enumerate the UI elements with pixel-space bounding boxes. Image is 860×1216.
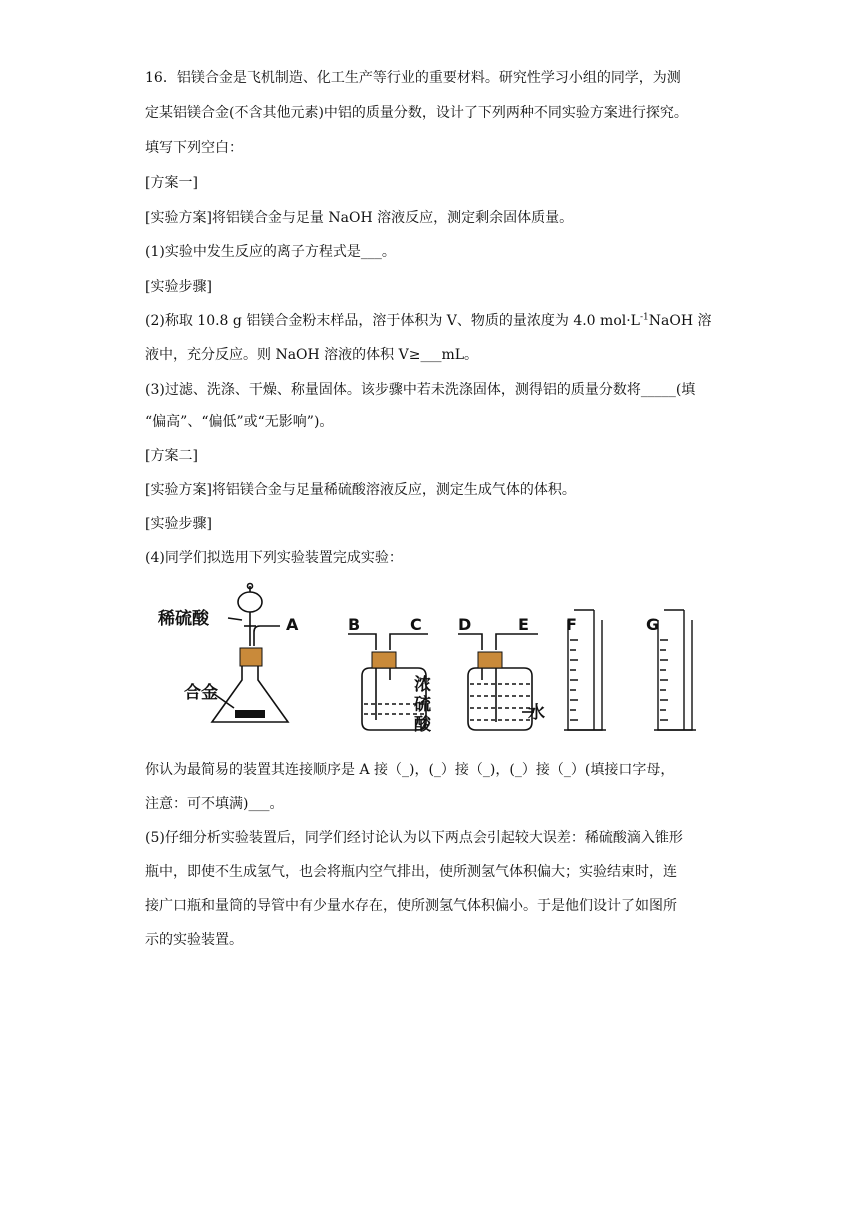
port-label-a: A [286, 615, 299, 634]
apparatus-g [654, 610, 696, 730]
outlet-tube-a [254, 626, 280, 646]
stopper-a [240, 648, 262, 666]
text-line: 瓶中，即使不生成氢气，也会将瓶内空气排出，使所测氢气体积偏大；实验结束时，连 [145, 864, 677, 880]
cylinder-f-scale [570, 640, 578, 720]
text-line: [实验方案]将铝镁合金与足量 NaOH 溶液反应，测定剩余固体质量。 [145, 210, 574, 226]
text-line: 16．铝镁合金是飞机制造、化工生产等行业的重要材料。研究性学习小组的同学，为测 [145, 70, 681, 86]
text-line: [实验步骤] [145, 516, 212, 532]
conc-acid-label-2: 硫 [414, 695, 431, 715]
text-line: 填写下列空白： [145, 140, 243, 156]
stopper-bc [372, 652, 396, 668]
text-line: [实验步骤] [145, 279, 212, 295]
text-line: [方案一] [145, 175, 198, 191]
funnel-bulb [238, 592, 262, 612]
text-line: 液中，充分反应。则 NaOH 溶液的体积 V≥___mL。 [145, 347, 479, 363]
text-line: 定某铝镁合金(不含其他元素)中铝的质量分数，设计了下列两种不同实验方案进行探究。 [145, 105, 688, 121]
port-label-e: E [518, 615, 529, 634]
apparatus-de [458, 634, 538, 730]
port-label-b: B [348, 615, 361, 634]
tube-c [390, 634, 428, 650]
text-fragment: (2)称取 10.8 g 铝镁合金粉末样品，溶于体积为 V、物质的量浓度为 4.0 mol·L [145, 313, 640, 329]
acid-pointer [228, 618, 242, 620]
text-line-with-superscript [145, 311, 725, 331]
port-label-d: D [458, 615, 472, 634]
text-line: (4)同学们拟选用下列实验装置完成实验： [145, 550, 403, 566]
port-label-f: F [566, 615, 577, 634]
text-line: (5)仔细分析实验装置后，同学们经讨论认为以下两点会引起较大误差：稀硫酸滴入锥形 [145, 830, 683, 846]
text-line: (3)过滤、洗涤、干燥、称量固体。该步骤中若未洗涤固体，测得铝的质量分数将_____(填 [145, 382, 696, 398]
text-line: 注意：可不填满)___。 [145, 796, 284, 812]
tube-e [496, 634, 538, 650]
apparatus-figure [150, 580, 710, 740]
cylinder-g-scale [660, 640, 668, 720]
text-line: [方案二] [145, 448, 198, 464]
alloy-block [235, 710, 265, 718]
port-label-c: C [410, 615, 422, 634]
alloy-label: 合金 [184, 683, 218, 703]
port-label-g: G [646, 615, 660, 634]
stopper-de [478, 652, 502, 668]
text-line: 示的实验装置。 [145, 932, 243, 948]
conc-acid-label-1: 浓 [414, 675, 431, 695]
text-line: [实验方案]将铝镁合金与足量稀硫酸溶液反应，测定生成气体的体积。 [145, 482, 576, 498]
tube-d [458, 634, 482, 650]
text-line: 你认为最简易的装置其连接顺序是 A 接（_)，(_）接（_)，(_）接（_）(填接口字母， [145, 762, 675, 778]
dilute-acid-label: 稀硫酸 [158, 609, 209, 629]
cylinder-g [658, 620, 692, 730]
text-line: (1)实验中发生反应的离子方程式是___。 [145, 244, 396, 260]
cylinder-f [568, 620, 602, 730]
text-fragment: NaOH 溶 [648, 313, 712, 329]
water-label: 水 [528, 703, 545, 723]
text-line: “偏高”、“偏低”或“无影响”)。 [145, 414, 334, 430]
tube-b [348, 634, 376, 650]
conc-acid-label-3: 酸 [414, 715, 431, 735]
superscript: -1 [639, 312, 649, 323]
text-line: 接广口瓶和量筒的导管中有少量水存在，使所测氢气体积偏小。于是他们设计了如图所 [145, 898, 677, 914]
